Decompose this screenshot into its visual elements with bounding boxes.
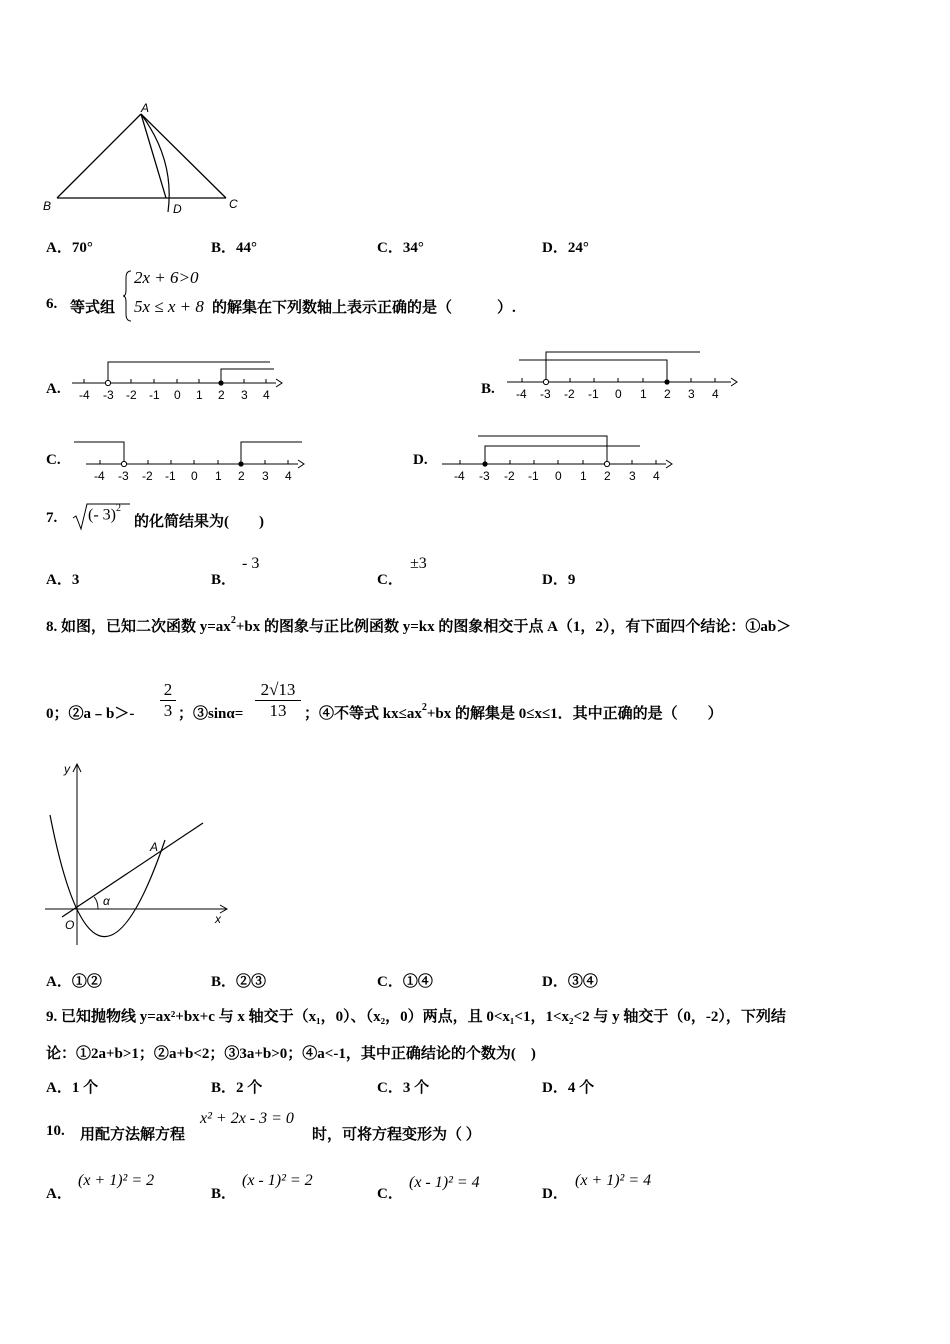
q9-option-d[interactable]: D．4 个 [542,1080,595,1096]
option-text: 44° [236,240,258,256]
svg-text:2: 2 [218,388,225,402]
q8-option-d[interactable]: D．③④ [542,974,598,990]
svg-text:-4: -4 [454,469,465,483]
svg-text:-1: -1 [165,469,176,483]
svg-text:-3: -3 [540,387,551,401]
angle-arc [94,897,98,909]
system-line-2: 5x ≤ x + 8 [134,297,204,316]
q6-option-d-letter[interactable]: D. [413,452,428,468]
svg-text:-2: -2 [564,387,575,401]
svg-text:3: 3 [262,469,269,483]
svg-text:-3: -3 [479,469,490,483]
svg-text:-3: -3 [103,388,114,402]
q9-option-a[interactable]: A．1 个 [46,1080,99,1096]
q8-line-2a: 0；②a﹣b＞- [46,706,135,722]
option-letter: A． [46,240,72,256]
option-letter: C． [377,240,403,256]
number-line-d[interactable] [440,430,680,486]
option-text: 34° [402,240,424,256]
radicand: (- 3)$^2$ [88,503,121,524]
svg-text:1: 1 [215,469,222,483]
system-line-1: 2x + 6>0 [134,268,199,287]
svg-text:4: 4 [712,387,719,401]
option-letter: B． [211,240,237,256]
q8-line-2c: ；④不等式 $kx\le ax^2+bx$ 的解集是 0≤x≤1．其中正确的是（ ） [304,702,723,722]
q10-stem-before: 用配方法解方程 [80,1127,186,1143]
option-text: 70° [71,240,93,256]
q9-line-1: 9. 已知抛物线 y=ax²+bx+c 与 x 轴交于（x₁，0）、（x₂，0）两点，且 0<x₁<1，1<x₂<2 与 y 轴交于（0，-2），下列结 [46,1009,786,1025]
denominator: 3 [160,700,176,721]
svg-text:1: 1 [580,469,587,483]
graph-label-a: A [150,840,159,854]
label-c: C [229,197,238,211]
triangle-figure [40,100,250,220]
svg-text:2: 2 [238,469,245,483]
line-y-kx [62,823,203,917]
svg-text:1: 1 [640,387,647,401]
number-line-c[interactable] [72,436,312,486]
numerator: 2√13 [260,680,296,699]
q7-option-b-letter[interactable]: B． [211,572,237,588]
svg-text:4: 4 [653,469,660,483]
svg-text:4: 4 [285,469,292,483]
graph-label-alpha: α [103,894,110,908]
label-d: D [173,202,182,216]
system-brace [123,270,133,322]
q6-number: 6. [46,296,58,312]
q10-option-c-value: (x - 1)² = 4 [409,1174,480,1191]
denominator: 13 [255,700,301,721]
q10-number: 10. [46,1123,65,1139]
svg-text:-2: -2 [126,388,137,402]
q8-option-c[interactable]: C．①④ [377,974,433,990]
q10-option-c-letter[interactable]: C． [377,1186,403,1202]
q6-option-c-letter[interactable]: C. [46,452,61,468]
q10-option-a-letter[interactable]: A． [46,1186,72,1202]
q9-option-b[interactable]: B．2 个 [211,1080,263,1096]
svg-text:3: 3 [241,388,248,402]
q7-number: 7. [46,510,58,526]
q5-option-a[interactable] [46,236,93,257]
q10-option-b-letter[interactable]: B． [211,1186,237,1202]
q9-line-2: 论：①2a+b>1；②a+b<2；③3a+b>0；④a<-1，其中正确结论的个数为( ) [46,1046,536,1062]
q10-equation: x² + 2x - 3 = 0 [200,1110,294,1127]
q7-option-a[interactable]: A．3 [46,572,80,588]
svg-text:3: 3 [688,387,695,401]
q8-option-b[interactable]: B．②③ [211,974,267,990]
q7-stem-after: 的化简结果为( ) [134,514,264,530]
fraction-sin [255,680,301,721]
numerator: 2 [163,680,173,699]
svg-text:0: 0 [615,387,622,401]
q8-option-a[interactable]: A．①② [46,974,102,990]
svg-text:0: 0 [191,469,198,483]
tick-labels [79,388,270,402]
q6-stem-after: 的解集在下列数轴上表示正确的是（ ）. [212,300,516,316]
svg-text:-1: -1 [588,387,599,401]
number-line-a[interactable] [70,355,285,405]
q6-stem-before: 等式组 [70,300,116,316]
q10-option-b-value: (x - 1)² = 2 [242,1172,313,1189]
q8-line-1: 8. 如图，已知二次函数 $y=ax^2+bx$ 的图象与正比例函数 y=kx 的图象相交于点 A（1，2），有下面四个结论：①ab＞ [46,615,792,635]
svg-text:-3: -3 [118,469,129,483]
svg-text:-1: -1 [149,388,160,402]
graph-label-x: x [215,912,221,926]
svg-text:-4: -4 [79,388,90,402]
svg-text:-1: -1 [528,469,539,483]
label-b: B [43,199,52,213]
svg-text:3: 3 [629,469,636,483]
svg-text:0: 0 [174,388,181,402]
graph-label-o: O [65,918,75,932]
svg-text:-2: -2 [142,469,153,483]
q10-option-d-letter[interactable]: D． [542,1186,568,1202]
q7-option-c-letter[interactable]: C． [377,572,403,588]
side-ab [57,114,141,198]
svg-text:-2: -2 [504,469,515,483]
svg-text:-4: -4 [516,387,527,401]
q5-option-b[interactable] [211,236,257,257]
svg-text:1: 1 [196,388,203,402]
q10-stem-after: 时，可将方程变形为（ ） [312,1127,481,1143]
q7-option-b-value: - 3 [242,555,260,572]
svg-text:2: 2 [604,469,611,483]
label-a: A [141,101,150,115]
fraction-2-3 [160,680,176,721]
q9-option-c[interactable]: C．3 个 [377,1080,430,1096]
q7-option-c-value: ±3 [410,555,427,572]
option-text: 24° [567,240,589,256]
ticks [84,379,266,383]
graph-label-y: y [64,762,70,776]
q8-line-2b: ；③sinα= [178,706,244,722]
q10-option-a-value: (x + 1)² = 2 [78,1172,155,1189]
q6-option-a-letter[interactable]: A. [46,381,61,397]
parabola-graph [40,755,240,955]
q5-option-c[interactable] [377,236,424,257]
q10-option-d-value: (x + 1)² = 4 [575,1172,652,1189]
q6-option-b-letter[interactable]: B. [481,381,495,397]
number-line-b[interactable] [505,345,740,405]
svg-text:4: 4 [263,388,270,402]
option-letter: D． [542,240,568,256]
q5-option-d[interactable] [542,236,589,257]
svg-text:2: 2 [664,387,671,401]
svg-text:0: 0 [555,469,562,483]
q7-option-d[interactable]: D．9 [542,572,576,588]
svg-text:-4: -4 [94,469,105,483]
